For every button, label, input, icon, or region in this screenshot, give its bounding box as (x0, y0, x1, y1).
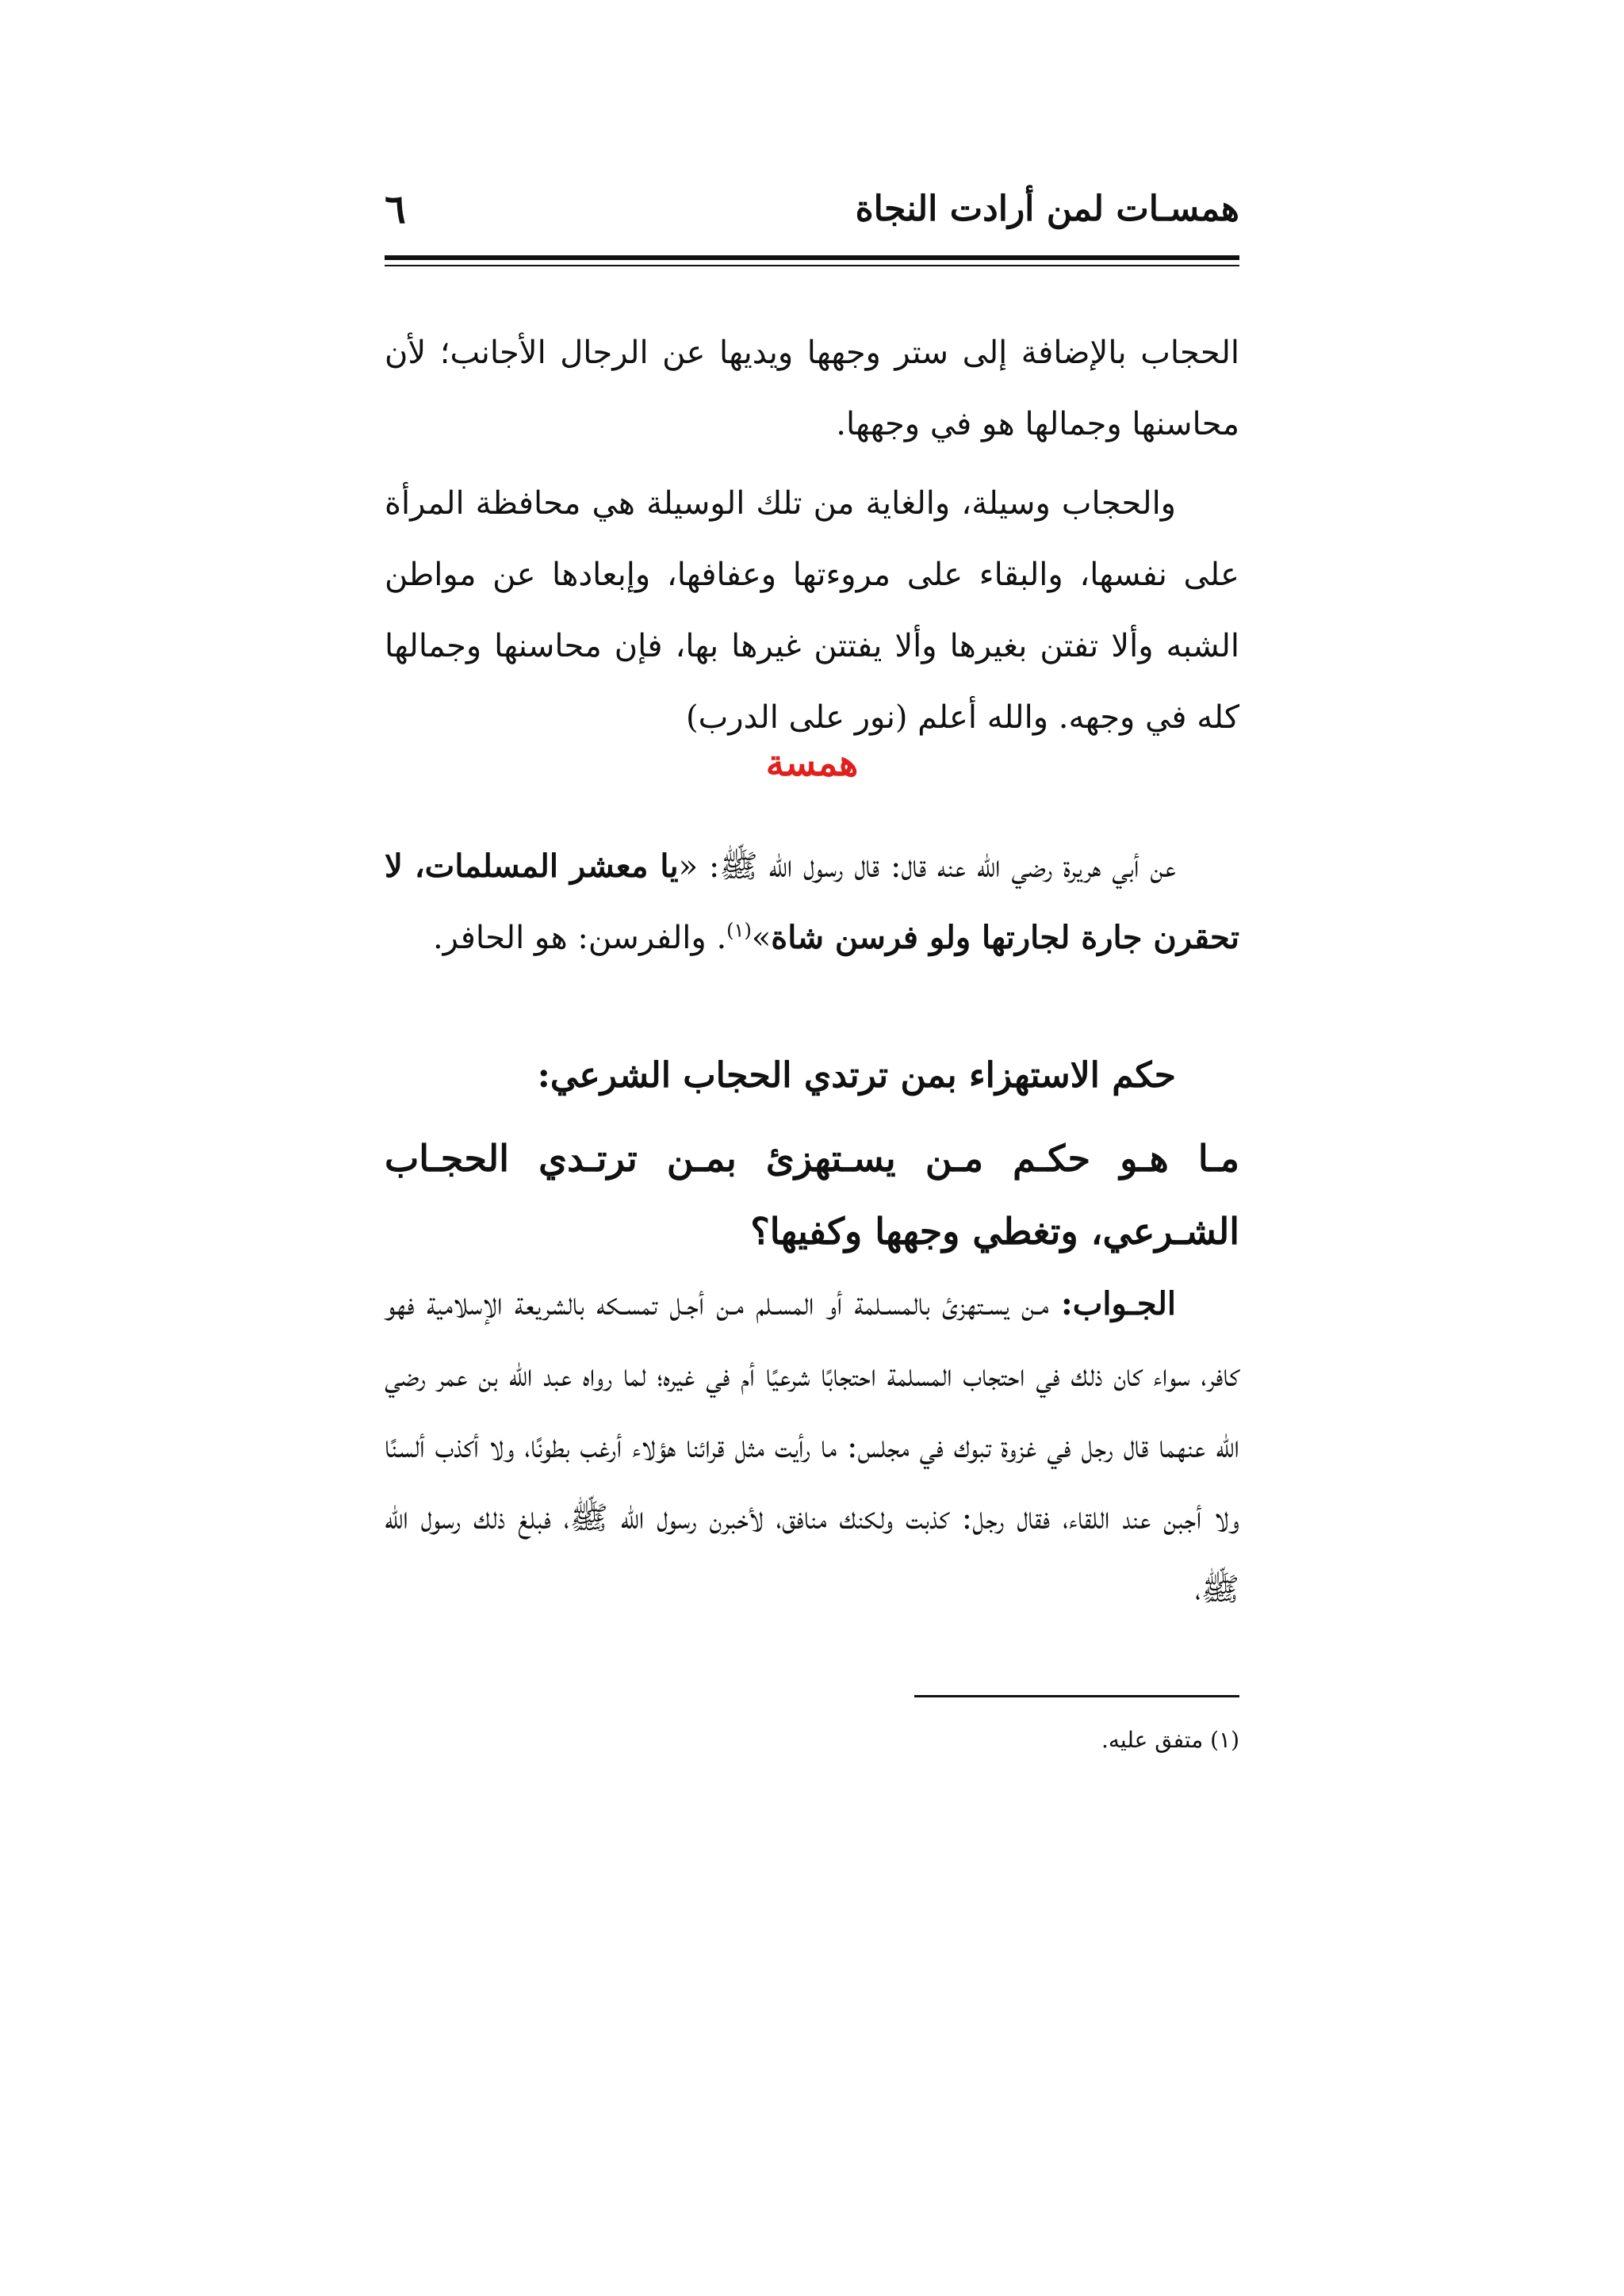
paragraph-hijab-definition (385, 317, 1239, 460)
paragraph-text: الحجاب بالإضافة إلى ستر وجهها ويديها عن الرجال الأجانب؛ لأن محاسنها وجمالها هو في وجهها. (385, 335, 1239, 442)
hadith-intro: عن أبي هريرة رضي الله عنه قال: قال رسول الله ﷺ: « (678, 848, 1176, 885)
hadith-text (385, 831, 1239, 974)
answer-body: مـن يسـتهزئ بالمسـلمة أو المسـلم مـن أجـل تمسـكه بالشريعة الإسلامية فهو كافر، سواء كان ذلك في احتجاب المسلمة احتجابًا شرعيًا أم في غيره؛ لما رواه عبد الله بن عمر رضي الله عنهما قال رجل في غزوة تبوك في مجلس: ما رأيت مثل قرائنا هؤلاء أرغب بطونًا، ولا أكذب ألسنًا ولا أجبن عند اللقاء، فقال رجل: كذبت ولكنك منافق، لأخبرن رسول الله ﷺ، فبلغ ذلك رسول الله ﷺ، (385, 1286, 1240, 1608)
footnote-divider (914, 1695, 1239, 1697)
paragraph-text: والحجاب وسيلة، والغاية من تلك الوسيلة هي محافظة المرأة على نفسها، والبقاء على مروءتها وعفافها، وإبعادها عن مواطن الشبه وألا تفتن بغيرها وألا يفتتن غيرها بها، فإن محاسنها وجمالها كله في وجهه. والله أعلم (نور على الدرب) (385, 485, 1239, 736)
question-text: مـا هـو حكـم مـن يسـتهزئ بمـن ترتـدي الحجـاب الشـرعي، وتغطي وجهها وكفيها؟ (385, 1137, 1239, 1253)
page-number: ٦ (385, 186, 406, 232)
paragraph-hijab-purpose (385, 468, 1239, 753)
page-header (385, 184, 1239, 247)
answer-label: الجـواب: (1060, 1285, 1176, 1322)
header-rule-thin (385, 265, 1239, 266)
hadith-close: » (751, 920, 772, 956)
hadith-explanation: . والفرسن: هو الحافر. (432, 920, 727, 956)
paragraph-hadith (385, 831, 1239, 974)
section-heading: همسة (765, 741, 859, 784)
paragraph-answer (385, 1269, 1239, 1625)
footnote: (١) متفق عليه. (1101, 1727, 1239, 1753)
hadith-quote: يا معشر المسلمات، لا تحقرن جارة لجارتها ولو فرسن شاة (385, 848, 1239, 956)
subheading (385, 1040, 1239, 1112)
subheading-text: حكم الاستهزاء بمن ترتدي الحجاب الشرعي: (537, 1055, 1176, 1096)
running-title: همسـات لمن أرادت النجاة (855, 189, 1239, 229)
footnote-marker: (١) (726, 919, 752, 942)
header-rule-thick (385, 255, 1239, 260)
answer-text (385, 1269, 1239, 1625)
